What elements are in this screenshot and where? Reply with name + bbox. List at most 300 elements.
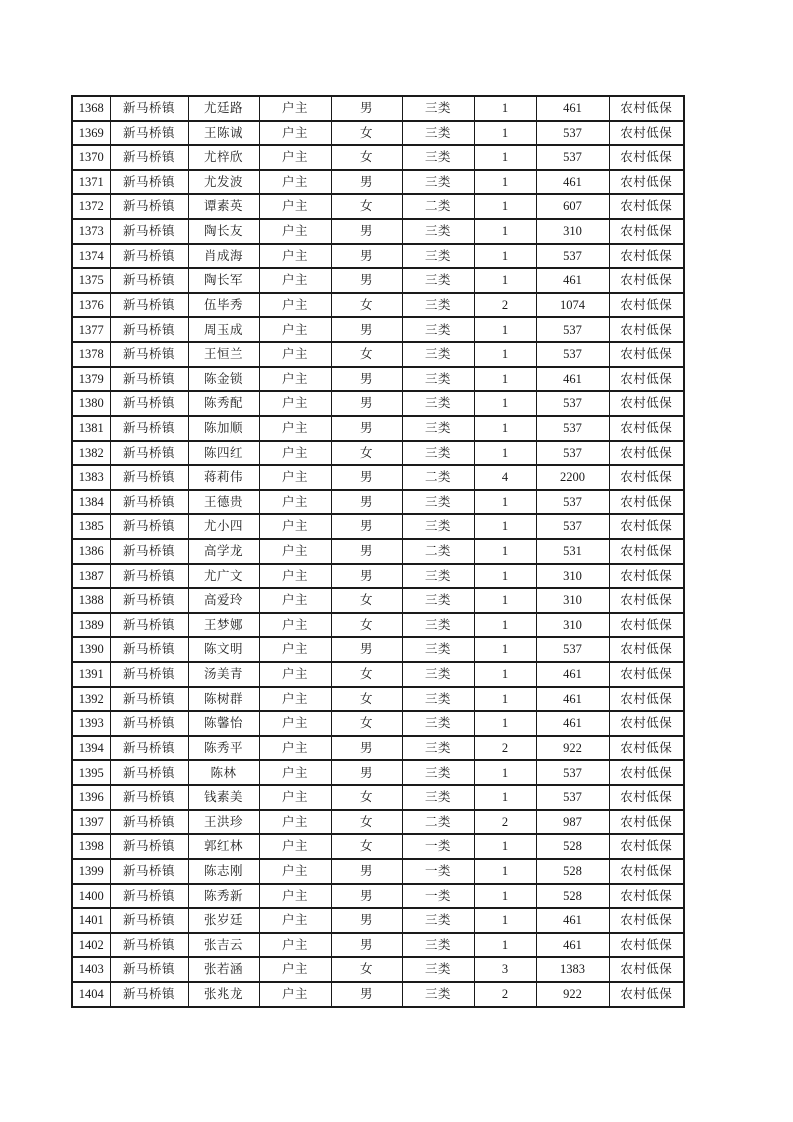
cell-benefit-type: 农村低保 bbox=[609, 170, 684, 195]
table-row bbox=[72, 465, 684, 490]
cell-index: 1373 bbox=[72, 219, 110, 244]
cell-person-count: 1 bbox=[474, 170, 536, 195]
table-row bbox=[72, 637, 684, 662]
cell-benefit-type: 农村低保 bbox=[609, 957, 684, 982]
cell-town: 新马桥镇 bbox=[110, 342, 188, 367]
cell-gender: 男 bbox=[331, 367, 402, 392]
cell-town: 新马桥镇 bbox=[110, 588, 188, 613]
cell-category: 三类 bbox=[402, 293, 474, 318]
cell-town: 新马桥镇 bbox=[110, 244, 188, 269]
cell-name: 陶长军 bbox=[188, 268, 259, 293]
cell-town: 新马桥镇 bbox=[110, 884, 188, 909]
cell-name: 王陈诚 bbox=[188, 121, 259, 146]
cell-amount: 537 bbox=[536, 441, 609, 466]
cell-person-count: 1 bbox=[474, 884, 536, 909]
cell-person-count: 1 bbox=[474, 933, 536, 958]
table-row bbox=[72, 367, 684, 392]
cell-index: 1396 bbox=[72, 785, 110, 810]
cell-name: 张吉云 bbox=[188, 933, 259, 958]
cell-person-count: 1 bbox=[474, 121, 536, 146]
cell-name: 王洪珍 bbox=[188, 810, 259, 835]
cell-amount: 537 bbox=[536, 514, 609, 539]
cell-town: 新马桥镇 bbox=[110, 96, 188, 121]
cell-person-count: 1 bbox=[474, 145, 536, 170]
cell-relation: 户主 bbox=[259, 957, 331, 982]
cell-relation: 户主 bbox=[259, 908, 331, 933]
cell-benefit-type: 农村低保 bbox=[609, 736, 684, 761]
cell-index: 1388 bbox=[72, 588, 110, 613]
cell-town: 新马桥镇 bbox=[110, 441, 188, 466]
cell-relation: 户主 bbox=[259, 613, 331, 638]
cell-gender: 女 bbox=[331, 957, 402, 982]
cell-name: 张若涵 bbox=[188, 957, 259, 982]
cell-relation: 户主 bbox=[259, 465, 331, 490]
table-row bbox=[72, 514, 684, 539]
cell-amount: 461 bbox=[536, 687, 609, 712]
table-row bbox=[72, 859, 684, 884]
cell-relation: 户主 bbox=[259, 367, 331, 392]
cell-person-count: 1 bbox=[474, 908, 536, 933]
cell-person-count: 1 bbox=[474, 441, 536, 466]
cell-category: 三类 bbox=[402, 145, 474, 170]
cell-amount: 537 bbox=[536, 121, 609, 146]
cell-amount: 537 bbox=[536, 760, 609, 785]
cell-index: 1404 bbox=[72, 982, 110, 1007]
benefit-roster-table bbox=[71, 95, 685, 1008]
table-row bbox=[72, 933, 684, 958]
cell-person-count: 1 bbox=[474, 367, 536, 392]
cell-town: 新马桥镇 bbox=[110, 637, 188, 662]
cell-benefit-type: 农村低保 bbox=[609, 490, 684, 515]
table-row bbox=[72, 564, 684, 589]
cell-person-count: 1 bbox=[474, 268, 536, 293]
cell-name: 尤梓欣 bbox=[188, 145, 259, 170]
cell-relation: 户主 bbox=[259, 514, 331, 539]
cell-benefit-type: 农村低保 bbox=[609, 465, 684, 490]
cell-gender: 男 bbox=[331, 908, 402, 933]
cell-relation: 户主 bbox=[259, 834, 331, 859]
cell-index: 1378 bbox=[72, 342, 110, 367]
cell-name: 陈秀配 bbox=[188, 391, 259, 416]
cell-name: 陈林 bbox=[188, 760, 259, 785]
cell-amount: 310 bbox=[536, 564, 609, 589]
cell-town: 新马桥镇 bbox=[110, 194, 188, 219]
cell-name: 陈志刚 bbox=[188, 859, 259, 884]
cell-relation: 户主 bbox=[259, 736, 331, 761]
cell-benefit-type: 农村低保 bbox=[609, 342, 684, 367]
cell-gender: 男 bbox=[331, 760, 402, 785]
cell-benefit-type: 农村低保 bbox=[609, 760, 684, 785]
table-row bbox=[72, 342, 684, 367]
cell-category: 三类 bbox=[402, 342, 474, 367]
cell-name: 陈馨怡 bbox=[188, 711, 259, 736]
cell-person-count: 1 bbox=[474, 244, 536, 269]
cell-amount: 528 bbox=[536, 884, 609, 909]
cell-index: 1385 bbox=[72, 514, 110, 539]
cell-benefit-type: 农村低保 bbox=[609, 121, 684, 146]
cell-amount: 461 bbox=[536, 170, 609, 195]
cell-amount: 461 bbox=[536, 367, 609, 392]
cell-amount: 310 bbox=[536, 613, 609, 638]
cell-relation: 户主 bbox=[259, 687, 331, 712]
cell-name: 王梦娜 bbox=[188, 613, 259, 638]
cell-person-count: 1 bbox=[474, 391, 536, 416]
cell-category: 三类 bbox=[402, 982, 474, 1007]
table-row bbox=[72, 834, 684, 859]
cell-index: 1379 bbox=[72, 367, 110, 392]
cell-name: 王恒兰 bbox=[188, 342, 259, 367]
cell-index: 1403 bbox=[72, 957, 110, 982]
table-row bbox=[72, 810, 684, 835]
cell-gender: 男 bbox=[331, 317, 402, 342]
cell-category: 三类 bbox=[402, 244, 474, 269]
cell-name: 高爱玲 bbox=[188, 588, 259, 613]
cell-index: 1375 bbox=[72, 268, 110, 293]
cell-category: 三类 bbox=[402, 514, 474, 539]
cell-category: 一类 bbox=[402, 859, 474, 884]
cell-person-count: 2 bbox=[474, 293, 536, 318]
cell-benefit-type: 农村低保 bbox=[609, 514, 684, 539]
cell-index: 1390 bbox=[72, 637, 110, 662]
table-row bbox=[72, 219, 684, 244]
cell-name: 尤廷路 bbox=[188, 96, 259, 121]
cell-relation: 户主 bbox=[259, 785, 331, 810]
cell-person-count: 1 bbox=[474, 588, 536, 613]
cell-amount: 461 bbox=[536, 933, 609, 958]
cell-name: 陈四红 bbox=[188, 441, 259, 466]
cell-town: 新马桥镇 bbox=[110, 514, 188, 539]
cell-relation: 户主 bbox=[259, 145, 331, 170]
cell-gender: 男 bbox=[331, 884, 402, 909]
cell-name: 陈金锁 bbox=[188, 367, 259, 392]
cell-person-count: 1 bbox=[474, 194, 536, 219]
cell-amount: 528 bbox=[536, 834, 609, 859]
table-row bbox=[72, 170, 684, 195]
cell-benefit-type: 农村低保 bbox=[609, 317, 684, 342]
cell-benefit-type: 农村低保 bbox=[609, 441, 684, 466]
cell-name: 陈秀新 bbox=[188, 884, 259, 909]
cell-relation: 户主 bbox=[259, 244, 331, 269]
cell-index: 1376 bbox=[72, 293, 110, 318]
cell-index: 1374 bbox=[72, 244, 110, 269]
cell-town: 新马桥镇 bbox=[110, 810, 188, 835]
cell-name: 郭红林 bbox=[188, 834, 259, 859]
cell-amount: 461 bbox=[536, 96, 609, 121]
cell-relation: 户主 bbox=[259, 441, 331, 466]
cell-index: 1368 bbox=[72, 96, 110, 121]
cell-town: 新马桥镇 bbox=[110, 367, 188, 392]
cell-benefit-type: 农村低保 bbox=[609, 908, 684, 933]
cell-category: 三类 bbox=[402, 416, 474, 441]
cell-amount: 1383 bbox=[536, 957, 609, 982]
cell-town: 新马桥镇 bbox=[110, 145, 188, 170]
cell-amount: 537 bbox=[536, 317, 609, 342]
table-row bbox=[72, 785, 684, 810]
cell-relation: 户主 bbox=[259, 342, 331, 367]
cell-category: 三类 bbox=[402, 170, 474, 195]
table-row bbox=[72, 613, 684, 638]
cell-town: 新马桥镇 bbox=[110, 933, 188, 958]
cell-town: 新马桥镇 bbox=[110, 293, 188, 318]
cell-amount: 537 bbox=[536, 785, 609, 810]
cell-category: 三类 bbox=[402, 662, 474, 687]
cell-amount: 922 bbox=[536, 736, 609, 761]
cell-category: 三类 bbox=[402, 391, 474, 416]
cell-person-count: 1 bbox=[474, 490, 536, 515]
cell-category: 二类 bbox=[402, 194, 474, 219]
cell-gender: 男 bbox=[331, 933, 402, 958]
cell-relation: 户主 bbox=[259, 317, 331, 342]
cell-gender: 女 bbox=[331, 293, 402, 318]
cell-category: 三类 bbox=[402, 490, 474, 515]
cell-benefit-type: 农村低保 bbox=[609, 416, 684, 441]
cell-gender: 男 bbox=[331, 391, 402, 416]
cell-gender: 男 bbox=[331, 982, 402, 1007]
cell-category: 三类 bbox=[402, 268, 474, 293]
cell-name: 肖成海 bbox=[188, 244, 259, 269]
cell-gender: 男 bbox=[331, 465, 402, 490]
cell-index: 1382 bbox=[72, 441, 110, 466]
cell-town: 新马桥镇 bbox=[110, 391, 188, 416]
cell-category: 二类 bbox=[402, 810, 474, 835]
cell-relation: 户主 bbox=[259, 539, 331, 564]
cell-index: 1400 bbox=[72, 884, 110, 909]
cell-category: 三类 bbox=[402, 760, 474, 785]
cell-town: 新马桥镇 bbox=[110, 834, 188, 859]
table-body bbox=[72, 96, 684, 1007]
cell-category: 三类 bbox=[402, 588, 474, 613]
cell-relation: 户主 bbox=[259, 588, 331, 613]
table-row bbox=[72, 884, 684, 909]
cell-category: 三类 bbox=[402, 613, 474, 638]
cell-gender: 男 bbox=[331, 170, 402, 195]
cell-amount: 310 bbox=[536, 588, 609, 613]
cell-person-count: 2 bbox=[474, 736, 536, 761]
table-row bbox=[72, 293, 684, 318]
cell-town: 新马桥镇 bbox=[110, 170, 188, 195]
cell-benefit-type: 农村低保 bbox=[609, 539, 684, 564]
cell-category: 三类 bbox=[402, 96, 474, 121]
cell-amount: 607 bbox=[536, 194, 609, 219]
cell-person-count: 1 bbox=[474, 317, 536, 342]
cell-person-count: 1 bbox=[474, 342, 536, 367]
cell-name: 高学龙 bbox=[188, 539, 259, 564]
cell-index: 1372 bbox=[72, 194, 110, 219]
cell-index: 1380 bbox=[72, 391, 110, 416]
cell-person-count: 1 bbox=[474, 711, 536, 736]
cell-index: 1395 bbox=[72, 760, 110, 785]
cell-category: 三类 bbox=[402, 933, 474, 958]
table-row bbox=[72, 416, 684, 441]
cell-category: 三类 bbox=[402, 908, 474, 933]
cell-index: 1401 bbox=[72, 908, 110, 933]
table-row bbox=[72, 687, 684, 712]
cell-amount: 537 bbox=[536, 416, 609, 441]
table-row bbox=[72, 121, 684, 146]
cell-gender: 男 bbox=[331, 416, 402, 441]
cell-benefit-type: 农村低保 bbox=[609, 687, 684, 712]
table-row bbox=[72, 317, 684, 342]
table-row bbox=[72, 957, 684, 982]
cell-town: 新马桥镇 bbox=[110, 711, 188, 736]
cell-relation: 户主 bbox=[259, 391, 331, 416]
cell-name: 陶长友 bbox=[188, 219, 259, 244]
cell-gender: 男 bbox=[331, 564, 402, 589]
cell-town: 新马桥镇 bbox=[110, 268, 188, 293]
cell-index: 1387 bbox=[72, 564, 110, 589]
cell-amount: 537 bbox=[536, 637, 609, 662]
cell-category: 一类 bbox=[402, 834, 474, 859]
cell-relation: 户主 bbox=[259, 293, 331, 318]
cell-index: 1389 bbox=[72, 613, 110, 638]
cell-name: 王德贵 bbox=[188, 490, 259, 515]
cell-amount: 537 bbox=[536, 244, 609, 269]
cell-gender: 女 bbox=[331, 613, 402, 638]
cell-relation: 户主 bbox=[259, 268, 331, 293]
cell-relation: 户主 bbox=[259, 662, 331, 687]
cell-person-count: 1 bbox=[474, 539, 536, 564]
cell-category: 三类 bbox=[402, 736, 474, 761]
cell-amount: 987 bbox=[536, 810, 609, 835]
cell-amount: 537 bbox=[536, 145, 609, 170]
cell-index: 1370 bbox=[72, 145, 110, 170]
cell-index: 1394 bbox=[72, 736, 110, 761]
cell-benefit-type: 农村低保 bbox=[609, 637, 684, 662]
cell-gender: 女 bbox=[331, 687, 402, 712]
cell-relation: 户主 bbox=[259, 711, 331, 736]
cell-gender: 女 bbox=[331, 441, 402, 466]
cell-amount: 310 bbox=[536, 219, 609, 244]
cell-relation: 户主 bbox=[259, 490, 331, 515]
cell-gender: 女 bbox=[331, 834, 402, 859]
cell-town: 新马桥镇 bbox=[110, 908, 188, 933]
cell-amount: 1074 bbox=[536, 293, 609, 318]
cell-relation: 户主 bbox=[259, 96, 331, 121]
cell-name: 尤发波 bbox=[188, 170, 259, 195]
cell-gender: 女 bbox=[331, 785, 402, 810]
cell-index: 1399 bbox=[72, 859, 110, 884]
cell-person-count: 1 bbox=[474, 416, 536, 441]
cell-amount: 537 bbox=[536, 391, 609, 416]
cell-town: 新马桥镇 bbox=[110, 613, 188, 638]
cell-person-count: 3 bbox=[474, 957, 536, 982]
cell-benefit-type: 农村低保 bbox=[609, 268, 684, 293]
cell-relation: 户主 bbox=[259, 170, 331, 195]
cell-benefit-type: 农村低保 bbox=[609, 194, 684, 219]
cell-gender: 女 bbox=[331, 662, 402, 687]
cell-benefit-type: 农村低保 bbox=[609, 834, 684, 859]
cell-category: 三类 bbox=[402, 711, 474, 736]
cell-person-count: 4 bbox=[474, 465, 536, 490]
cell-person-count: 1 bbox=[474, 859, 536, 884]
cell-relation: 户主 bbox=[259, 194, 331, 219]
table-row bbox=[72, 244, 684, 269]
table-row bbox=[72, 441, 684, 466]
cell-gender: 女 bbox=[331, 342, 402, 367]
cell-name: 张岁廷 bbox=[188, 908, 259, 933]
cell-gender: 女 bbox=[331, 810, 402, 835]
cell-person-count: 1 bbox=[474, 219, 536, 244]
cell-benefit-type: 农村低保 bbox=[609, 588, 684, 613]
cell-name: 谭素英 bbox=[188, 194, 259, 219]
cell-category: 二类 bbox=[402, 465, 474, 490]
cell-benefit-type: 农村低保 bbox=[609, 884, 684, 909]
cell-town: 新马桥镇 bbox=[110, 121, 188, 146]
cell-town: 新马桥镇 bbox=[110, 564, 188, 589]
cell-relation: 户主 bbox=[259, 564, 331, 589]
cell-category: 三类 bbox=[402, 785, 474, 810]
cell-category: 三类 bbox=[402, 957, 474, 982]
cell-name: 陈秀平 bbox=[188, 736, 259, 761]
cell-index: 1391 bbox=[72, 662, 110, 687]
cell-benefit-type: 农村低保 bbox=[609, 367, 684, 392]
cell-benefit-type: 农村低保 bbox=[609, 219, 684, 244]
cell-index: 1377 bbox=[72, 317, 110, 342]
cell-relation: 户主 bbox=[259, 219, 331, 244]
table-row bbox=[72, 982, 684, 1007]
cell-relation: 户主 bbox=[259, 859, 331, 884]
cell-index: 1384 bbox=[72, 490, 110, 515]
cell-person-count: 1 bbox=[474, 637, 536, 662]
cell-gender: 男 bbox=[331, 219, 402, 244]
cell-gender: 女 bbox=[331, 121, 402, 146]
cell-benefit-type: 农村低保 bbox=[609, 244, 684, 269]
cell-gender: 女 bbox=[331, 145, 402, 170]
cell-name: 蒋莉伟 bbox=[188, 465, 259, 490]
cell-index: 1383 bbox=[72, 465, 110, 490]
cell-name: 汤美青 bbox=[188, 662, 259, 687]
cell-gender: 女 bbox=[331, 588, 402, 613]
cell-gender: 男 bbox=[331, 539, 402, 564]
cell-gender: 男 bbox=[331, 268, 402, 293]
cell-benefit-type: 农村低保 bbox=[609, 145, 684, 170]
cell-name: 陈加顺 bbox=[188, 416, 259, 441]
table-row bbox=[72, 711, 684, 736]
cell-amount: 461 bbox=[536, 711, 609, 736]
cell-benefit-type: 农村低保 bbox=[609, 982, 684, 1007]
cell-person-count: 1 bbox=[474, 613, 536, 638]
cell-relation: 户主 bbox=[259, 416, 331, 441]
cell-amount: 528 bbox=[536, 859, 609, 884]
table-row bbox=[72, 539, 684, 564]
cell-benefit-type: 农村低保 bbox=[609, 933, 684, 958]
table-row bbox=[72, 96, 684, 121]
cell-amount: 531 bbox=[536, 539, 609, 564]
cell-name: 尤广文 bbox=[188, 564, 259, 589]
cell-benefit-type: 农村低保 bbox=[609, 613, 684, 638]
cell-person-count: 1 bbox=[474, 662, 536, 687]
table-row bbox=[72, 268, 684, 293]
cell-relation: 户主 bbox=[259, 637, 331, 662]
cell-gender: 男 bbox=[331, 490, 402, 515]
cell-category: 一类 bbox=[402, 884, 474, 909]
cell-amount: 461 bbox=[536, 662, 609, 687]
cell-town: 新马桥镇 bbox=[110, 416, 188, 441]
cell-person-count: 1 bbox=[474, 564, 536, 589]
table-row bbox=[72, 194, 684, 219]
cell-benefit-type: 农村低保 bbox=[609, 711, 684, 736]
cell-amount: 537 bbox=[536, 490, 609, 515]
cell-gender: 男 bbox=[331, 514, 402, 539]
cell-person-count: 1 bbox=[474, 514, 536, 539]
cell-town: 新马桥镇 bbox=[110, 465, 188, 490]
table-row bbox=[72, 588, 684, 613]
cell-town: 新马桥镇 bbox=[110, 982, 188, 1007]
cell-index: 1398 bbox=[72, 834, 110, 859]
table-row bbox=[72, 391, 684, 416]
cell-town: 新马桥镇 bbox=[110, 490, 188, 515]
table-row bbox=[72, 760, 684, 785]
